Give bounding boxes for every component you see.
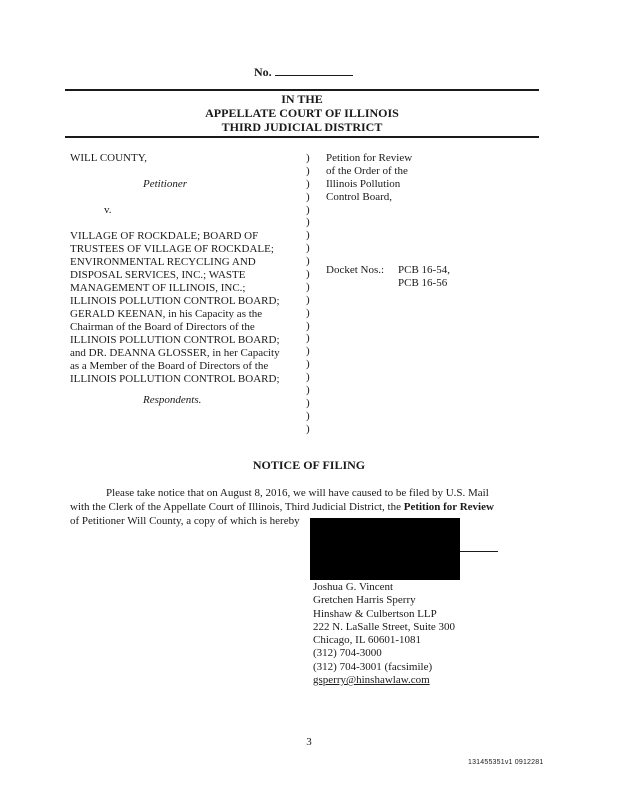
case-number <box>254 64 353 80</box>
case-number-label: No. <box>254 65 272 79</box>
notice-title: NOTICE OF FILING <box>252 458 366 472</box>
page-number: 3 <box>306 736 312 748</box>
respondent-line: as a Member of the Board of Directors of the <box>70 360 269 372</box>
firm-name: Hinshaw & Culbertson LLP <box>313 607 437 620</box>
phone-number: (312) 704-3000 <box>313 647 382 660</box>
petitioner-name: WILL COUNTY, <box>70 152 147 164</box>
respondent-line: ILLINOIS POLLUTION CONTROL BOARD; <box>70 295 280 307</box>
docket-number: PCB 16-54, <box>398 264 450 276</box>
versus: v. <box>104 204 112 216</box>
paren-glyph: ) <box>306 216 310 229</box>
notice-line-2-text: with the Clerk of the Appellate Court of Illinois, Third Judicial District, the <box>70 501 404 513</box>
docket-numbers <box>326 264 450 290</box>
respondent-line: GERALD KEENAN, in his Capacity as the <box>70 308 263 320</box>
petition-description <box>326 152 412 204</box>
paren-glyph: ) <box>306 293 310 306</box>
paren-glyph: ) <box>306 358 310 371</box>
court-heading <box>65 92 539 134</box>
paren-glyph: ) <box>306 242 310 255</box>
respondent-line: DISPOSAL SERVICES, INC.; WASTE <box>70 269 246 281</box>
respondent-line: VILLAGE OF ROCKDALE; BOARD OF <box>70 230 259 242</box>
petition-for-review-emphasis: Petition for Review <box>403 501 494 513</box>
petition-line: Illinois Pollution <box>326 178 401 190</box>
paren-glyph: ) <box>306 371 310 384</box>
respondent-line: TRUSTEES OF VILLAGE OF ROCKDALE; <box>70 243 274 255</box>
court-rule <box>65 136 539 138</box>
docket-label: Docket Nos.: <box>326 264 385 276</box>
respondent-line: ILLINOIS POLLUTION CONTROL BOARD; <box>70 373 280 385</box>
respondent-line: ENVIRONMENTAL RECYCLING AND <box>70 256 256 268</box>
paren-glyph: ) <box>306 332 310 345</box>
paren-glyph: ) <box>306 268 310 281</box>
paren-glyph: ) <box>306 396 310 409</box>
attorney-name: Joshua G. Vincent <box>313 581 394 593</box>
court-line-1: IN THE <box>281 92 323 106</box>
petition-line: Control Board, <box>326 191 392 203</box>
caption-parentheses <box>306 152 310 436</box>
signature-line <box>460 551 498 552</box>
fax-number: (312) 704-3001 (facsimile) <box>313 660 433 673</box>
paren-glyph: ) <box>306 229 310 242</box>
petition-line: Petition for Review <box>326 152 413 164</box>
respondent-role: Respondents. <box>143 394 202 406</box>
caption-parties <box>70 152 280 407</box>
notice-line-1: Please take notice that on August 8, 2016, we will have caused to be filed by U.S. Mail <box>106 487 489 499</box>
paren-glyph: ) <box>306 319 310 332</box>
notice-line-2 <box>70 500 540 514</box>
respondent-line: ILLINOIS POLLUTION CONTROL BOARD; <box>70 334 280 346</box>
docket-number: PCB 16-56 <box>398 277 448 289</box>
paren-glyph: ) <box>306 177 310 190</box>
paren-glyph: ) <box>306 280 310 293</box>
redaction-box <box>310 518 460 580</box>
signature-block <box>313 581 455 687</box>
respondent-line: Chairman of the Board of Directors of the <box>70 321 255 333</box>
paren-glyph: ) <box>306 164 310 177</box>
paren-glyph: ) <box>306 409 310 422</box>
respondent-line: and DR. DEANNA GLOSSER, in her Capacity <box>70 347 280 359</box>
case-number-blank <box>275 64 353 76</box>
city-state-zip: Chicago, IL 60601-1081 <box>313 634 422 647</box>
paren-glyph: ) <box>306 345 310 358</box>
paren-glyph: ) <box>306 384 310 397</box>
top-rule <box>65 89 539 91</box>
email-link[interactable]: gsperry@hinshawlaw.com <box>313 674 430 687</box>
respondent-line: MANAGEMENT OF ILLINOIS, INC.; <box>70 282 246 294</box>
paren-glyph: ) <box>306 203 310 216</box>
court-line-3: THIRD JUDICIAL DISTRICT <box>221 120 383 134</box>
petitioner-role: Petitioner <box>143 178 187 190</box>
attorney-name: Gretchen Harris Sperry <box>313 594 416 607</box>
petition-line: of the Order of the <box>326 165 408 177</box>
street-address: 222 N. LaSalle Street, Suite 300 <box>313 620 456 633</box>
paren-glyph: ) <box>306 255 310 268</box>
respondent-list <box>70 230 280 386</box>
document-id: 131455351v1 0912281 <box>468 759 544 766</box>
notice-line-3: of Petitioner Will County, a copy of which is hereby <box>70 515 300 527</box>
paren-glyph: ) <box>306 152 310 164</box>
court-line-2: APPELLATE COURT OF ILLINOIS <box>205 106 399 120</box>
paren-glyph: ) <box>306 306 310 319</box>
paren-glyph: ) <box>306 422 310 435</box>
paren-glyph: ) <box>306 190 310 203</box>
